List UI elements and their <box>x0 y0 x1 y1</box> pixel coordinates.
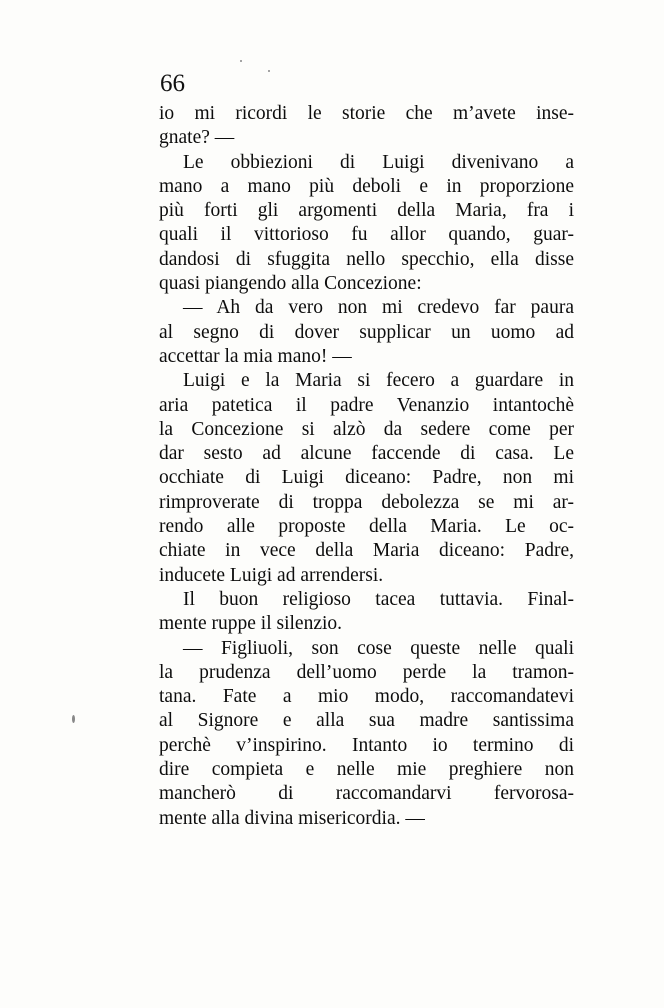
text-line: dar sesto ad alcune faccende di casa. Le <box>159 443 574 465</box>
text-line: gnate? — <box>159 127 235 149</box>
page-number: 66 <box>160 70 185 97</box>
text-line: quali il vittorioso fu allor quando, guar- <box>159 224 574 246</box>
text-line: al Signore e alla sua madre santissima <box>159 710 574 732</box>
scan-speck <box>72 715 75 723</box>
text-line: quasi piangendo alla Concezione: <box>159 273 422 295</box>
text-line: chiate in vece della Maria diceano: Padre, <box>159 540 574 562</box>
text-line: io mi ricordi le storie che m’avete inse- <box>159 103 574 124</box>
text-line: — Figliuoli, son cose queste nelle quali <box>183 637 574 659</box>
scan-speck <box>268 70 270 72</box>
text-line: accettar la mia mano! — <box>159 345 352 367</box>
text-line: inducete Luigi ad arrendersi. <box>159 564 384 586</box>
scan-speck <box>240 60 242 62</box>
text-line: la Concezione si alzò da sedere come per <box>159 418 574 440</box>
text-line: rendo alle proposte della Maria. Le oc- <box>159 516 574 538</box>
text-line: mancherò di raccomandarvi fervorosa- <box>159 783 574 805</box>
text-line: — Ah da vero non mi credevo far paura <box>183 297 574 319</box>
text-line: più forti gli argomenti della Maria, fra i <box>159 200 574 222</box>
text-line: tana. Fate a mio modo, raccomandatevi <box>159 686 574 708</box>
text-line: occhiate di Luigi diceano: Padre, non mi <box>159 467 574 489</box>
text-line: perchè v’inspirino. Intanto io termino di <box>159 734 574 756</box>
text-line: Luigi e la Maria si fecero a guardare in <box>183 370 574 392</box>
text-line: rimproverate di troppa debolezza se mi ar- <box>159 491 574 513</box>
text-line: mente ruppe il silenzio. <box>159 613 343 635</box>
text-line: Le obbiezioni di Luigi divenivano a <box>183 151 574 173</box>
text-line: mente alla divina misericordia. — <box>159 807 425 829</box>
text-line: al segno di dover supplicar un uomo ad <box>159 321 574 343</box>
text-line: dire compieta e nelle mie preghiere non <box>159 759 574 781</box>
text-line: la prudenza dell’uomo perde la tramon- <box>159 661 574 683</box>
text-line: Il buon religioso tacea tuttavia. Final- <box>183 588 574 610</box>
text-line: mano a mano più deboli e in proporzione <box>159 175 574 197</box>
body-text <box>159 102 574 831</box>
text-line: aria patetica il padre Venanzio intantochè <box>159 394 574 416</box>
text-line: dandosi di sfuggita nello specchio, ella disse <box>159 248 574 270</box>
